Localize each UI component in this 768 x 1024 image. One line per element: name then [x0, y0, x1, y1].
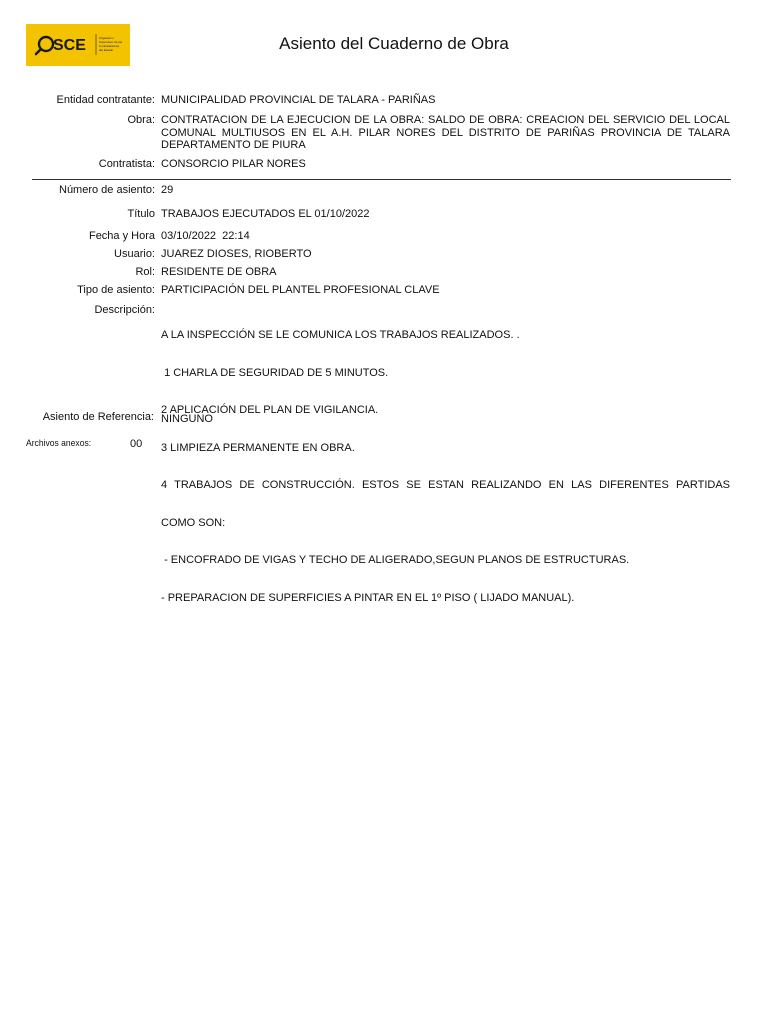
fecha-label: Fecha y Hora [88, 230, 155, 242]
usuario-label: Usuario: [114, 248, 155, 260]
descripcion-line: 2 APLICACIÓN DEL PLAN DE VIGILANCIA. [161, 404, 379, 416]
tipo-label: Tipo de asiento: [77, 284, 155, 296]
archivos-label: Archivos anexos: [26, 438, 92, 449]
rol-value: RESIDENTE DE OBRA [161, 266, 277, 278]
fecha-value: 03/10/2022 22:14 [161, 230, 250, 242]
obra-value: CONTRATACION DE LA EJECUCION DE LA OBRA: SALDO DE OBRA: CREACION DEL SERVICIO DEL LOCAL COMUNAL MULTIUSOS EN EL A.H. PILAR NORES DEL DISTRITO DE PARIÑAS PROVINCIA DE TALARA DEPARTAMENTO DE PIURA [161, 114, 734, 151]
entidad-label: Entidad contratante: [56, 94, 155, 106]
obra-label: Obra: [127, 114, 155, 126]
contratista-label: Contratista: [98, 158, 155, 170]
archivos-value: 00 [130, 438, 143, 450]
descripcion-line: 3 LIMPIEZA PERMANENTE EN OBRA. [161, 441, 355, 454]
logo-subline: Contrataciones [99, 44, 120, 48]
entidad-value: MUNICIPALIDAD PROVINCIAL DE TALARA - PARIÑAS [161, 94, 436, 106]
numero-label: Número de asiento: [59, 184, 155, 196]
descripcion-line: - PREPARACION DE SUPERFICIES A PINTAR EN EL 1º PISO ( LIJADO MANUAL). [161, 591, 575, 604]
titulo-label: Título [127, 208, 155, 220]
descripcion-line: A LA INSPECCIÓN SE LE COMUNICA LOS TRABAJOS REALIZADOS. . [161, 329, 520, 341]
descripcion-line: 1 CHARLA DE SEGURIDAD DE 5 MINUTOS. [161, 366, 389, 379]
descripcion-value [161, 304, 730, 629]
referencia-value: NINGUNO [161, 413, 213, 425]
referencia-label: Asiento de Referencia: [42, 411, 154, 423]
descripcion-label: Descripción: [94, 304, 155, 316]
contratista-value: CONSORCIO PILAR NORES [161, 158, 306, 170]
section-divider [32, 179, 731, 180]
usuario-value: JUAREZ DIOSES, RIOBERTO [161, 248, 312, 260]
page-title: Asiento del Cuaderno de Obra [279, 34, 509, 53]
numero-value: 29 [161, 184, 174, 196]
rol-label: Rol: [135, 266, 155, 278]
descripcion-line: - ENCOFRADO DE VIGAS Y TECHO DE ALIGERADO,SEGUN PLANOS DE ESTRUCTURAS. [161, 554, 630, 566]
logo-text: SCE [53, 37, 86, 54]
logo-subline: Organismo [99, 36, 114, 40]
descripcion-line: 4 TRABAJOS DE CONSTRUCCIÓN. ESTOS SE ESTAN REALIZANDO EN LAS DIFERENTES PARTIDAS [161, 479, 730, 491]
descripcion-line: COMO SON: [161, 516, 226, 529]
titulo-value: TRABAJOS EJECUTADOS EL 01/10/2022 [161, 208, 370, 220]
logo-subline: Supervisor de las [99, 40, 123, 44]
logo-subline: del Estado [99, 48, 114, 52]
tipo-value: PARTICIPACIÓN DEL PLANTEL PROFESIONAL CLAVE [161, 284, 440, 296]
